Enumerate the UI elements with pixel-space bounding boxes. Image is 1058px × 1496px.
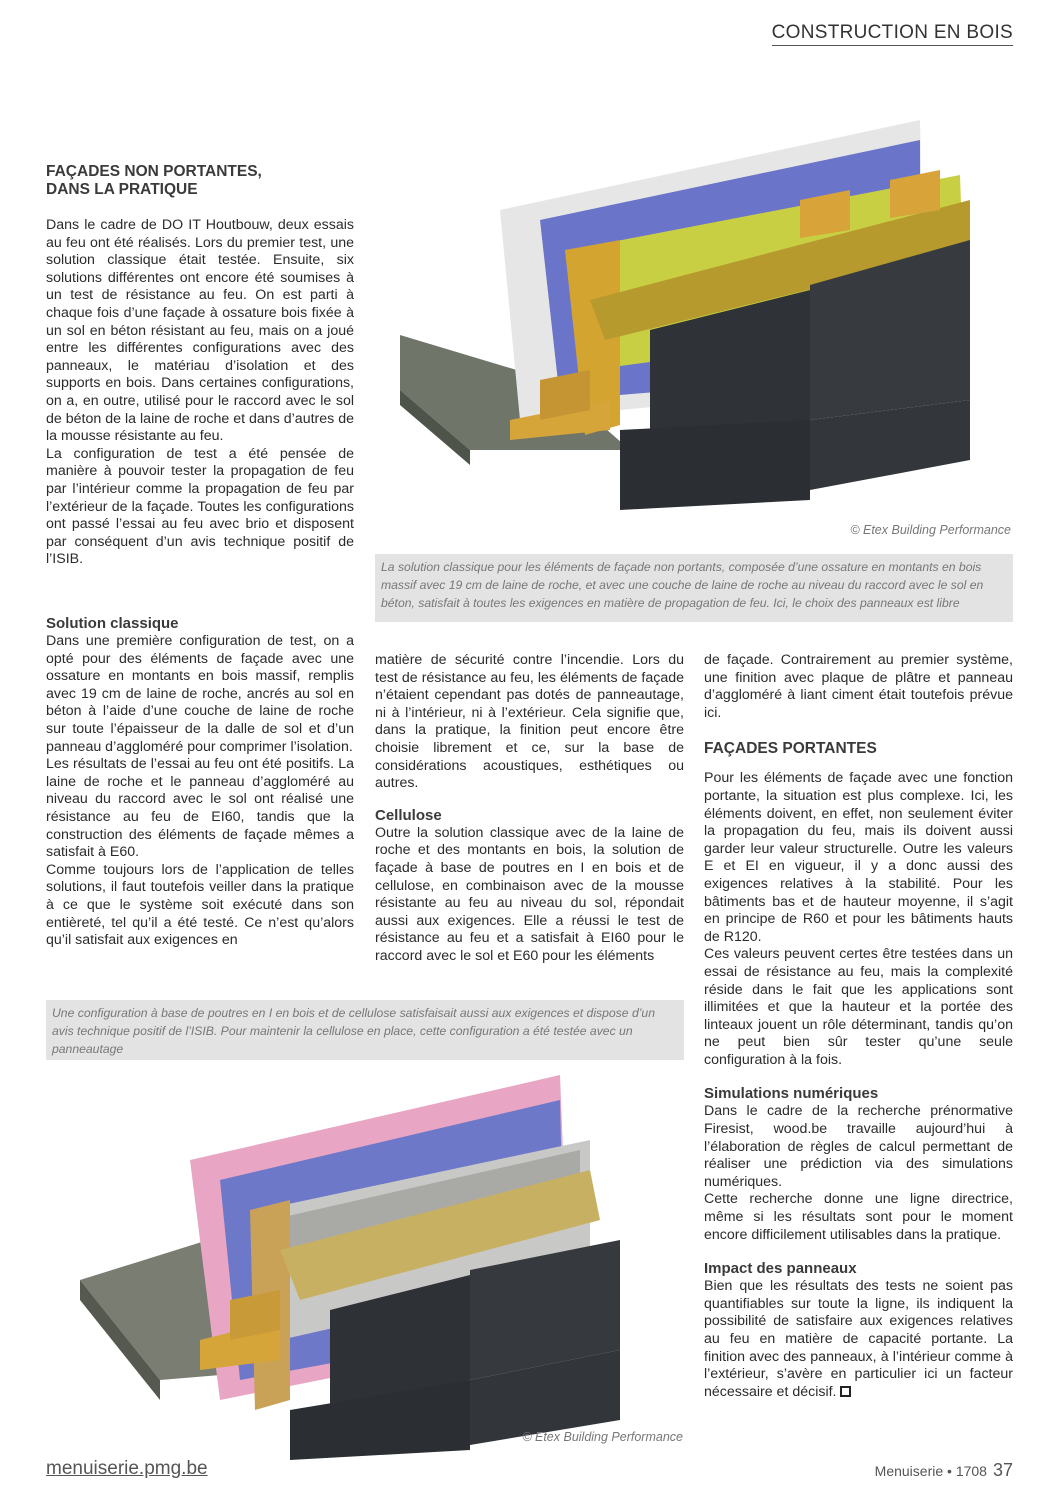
section-heading: FAÇADES PORTANTES: [704, 740, 877, 758]
intro-section: [46, 163, 354, 569]
paragraph: Dans une première configuration de test, on a opté pour des éléments de façade avec une ossature en montants en bois massif, remplis avec 19 cm de laine de roche, ancrés au sol en béton à l’aide d’une couche de laine de roche sur toute l’épaisseur de la dalle de sol et d’un panneau d’aggloméré pour comprimer l’isolation.: [46, 633, 354, 755]
photo-credit: © Etex Building Performance: [522, 1430, 683, 1444]
section-heading: FAÇADES NON PORTANTES, DANS LA PRATIQUE: [46, 163, 262, 198]
website-link[interactable]: menuiserie.pmg.be: [46, 1458, 208, 1479]
photo-credit: © Etex Building Performance: [850, 523, 1011, 537]
paragraph: Ces valeurs peuvent certes être testées dans un essai de résistance au feu, mais la complexité réside dans le fait que les applications sont illimitées et que la hauteur et la portée des linteaux jouent un rôle déterminant, tandis qu’on ne peut bien sûr tester qu’une seule configuration à la fois.: [704, 946, 1013, 1068]
classic-solution-section: [46, 615, 354, 950]
middle-column: [375, 652, 684, 966]
paragraph: Les résultats de l’essai au feu ont été positifs. La laine de roche et le panneau d’aggloméré au niveau du raccord avec le sol ont réalisé une résistance au feu de EI60, tandis que la construction des éléments de façade mêmes a satisfait à E60.: [46, 756, 354, 861]
paragraph: La configuration de test a été pensée de manière à pouvoir tester la propagation de feu par l’intérieur comme la propagation de feu par l’extérieur de la façade. Toutes les configurations ont passé l’essai au feu avec brio et disposent par conséquent d’un avis technique positif de l’ISIB.: [46, 445, 354, 568]
paragraph: Pour les éléments de façade avec une fonction portante, la situation est plus complexe. Ici, les éléments doivent, en effet, non seulement éviter la propagation du feu, mais ils doivent aussi garder leur valeur structurelle. Outre les valeurs E et EI en vigueur, il y a donc aussi des exigences relatives à la stabilité. Pour les bâtiments bas et de hauteur moyenne, il s’agit en principe de R60 et pour les bâtiments hauts de R120.: [704, 770, 1013, 945]
page-number: 37: [992, 1460, 1013, 1480]
paragraph: Cette recherche donne une ligne directrice, même si les résultats sont pour le moment encore difficilement utilisables dans la pratique.: [704, 1191, 1013, 1243]
wall-section-illustration-cellulose: [40, 1070, 690, 1460]
section-header: CONSTRUCTION EN BOIS: [772, 22, 1013, 46]
paragraph: Bien que les résultats des tests ne soient pas quantifiables sur toute la ligne, ils indiquent la possibilité de satisfaire aux exigences relatives au feu en matière de capacité portante. La finition avec des panneaux, à l’intérieur comme à l’extérieur, s’avère en particulier ici un facteur nécessaire et décisif.: [704, 1278, 1013, 1400]
page-footer: Menuiserie • 1708 37: [874, 1460, 1013, 1480]
figure-caption: Une configuration à base de poutres en I en bois et de cellulose satisfaisait aussi aux exigences et dispose d’un avis technique positif de l’ISIB. Pour maintenir la cellulose en place, cette configuration a été testée avec un panneautage: [46, 1000, 684, 1060]
subheading: Simulations numériques: [704, 1085, 879, 1103]
paragraph: Dans le cadre de la recherche prénormative Firesist, wood.be travaille aujourd’hui à l’élaboration de règles de calcul permettant de réaliser une prédiction via des simulations numériques.: [704, 1103, 1013, 1190]
figure-caption: La solution classique pour les éléments de façade non portants, composée d’une ossature en montants en bois massif avec 19 cm de laine de roche, et avec une couche de laine de roche au niveau du raccord avec le sol en béton, satisfait à toutes les exigences en matière de propagation de feu. Ici, le choix des panneaux est libre: [375, 554, 1013, 622]
right-column: [704, 652, 1013, 1401]
paragraph: matière de sécurité contre l’incendie. Lors du test de résistance au feu, les éléments de façade n’étaient cependant pas dotés de panneautage, ni à l’intérieur, ni à l’extérieur. Cela signifie que, dans la pratique, la finition peut encore être choisie librement et ce, sur la base de considérations acoustiques, esthétiques ou autres.: [375, 652, 684, 792]
paragraph: Outre la solution classique avec de la laine de roche et des montants en bois, la solution de façade à base de poutres en I en bois et de cellulose, en combinaison avec de la mousse résistante au feu au niveau du sol, répondait aussi aux exigences. Elle a réussi le test de résistance au feu et a satisfait à EI60 pour le raccord avec le sol et E60 pour les éléments: [375, 824, 684, 964]
subheading: Cellulose: [375, 806, 442, 824]
paragraph: de façade. Contrairement au premier système, une finition avec plaque de plâtre et panneau d’aggloméré à liant ciment était toutefois prévue ici.: [704, 652, 1013, 721]
paragraph: Dans le cadre de DO IT Houtbouw, deux essais au feu ont été réalisés. Lors du premier test, une solution classique était testée. Ensuite, six solutions différentes ont encore été soumises à un test de résistance au feu. On est parti à chaque fois d’une façade à ossature bois fixée à un sol en béton résistant au feu, mais on a joué entre les différentes configurations avec des panneaux, le matériau d’isolation et des supports en bois. Dans certaines configurations, on a, en outre, utilisé pour le raccord avec le sol de béton de la laine de roche et dans d’autres de la mousse résistante au feu.: [46, 217, 354, 445]
paragraph: Comme toujours lors de l’application de telles solutions, il faut toutefois veiller dans la pratique à ce que le système soit exécuté dans son entièreté, tel qu’il a été testé. Ce n’est qu’alors qu’il satisfait aux exigences en: [46, 861, 354, 949]
subheading: Impact des panneaux: [704, 1260, 857, 1278]
wall-section-illustration-classic: [380, 120, 1020, 520]
end-of-article-icon: [840, 1386, 851, 1397]
subheading: Solution classique: [46, 615, 179, 632]
